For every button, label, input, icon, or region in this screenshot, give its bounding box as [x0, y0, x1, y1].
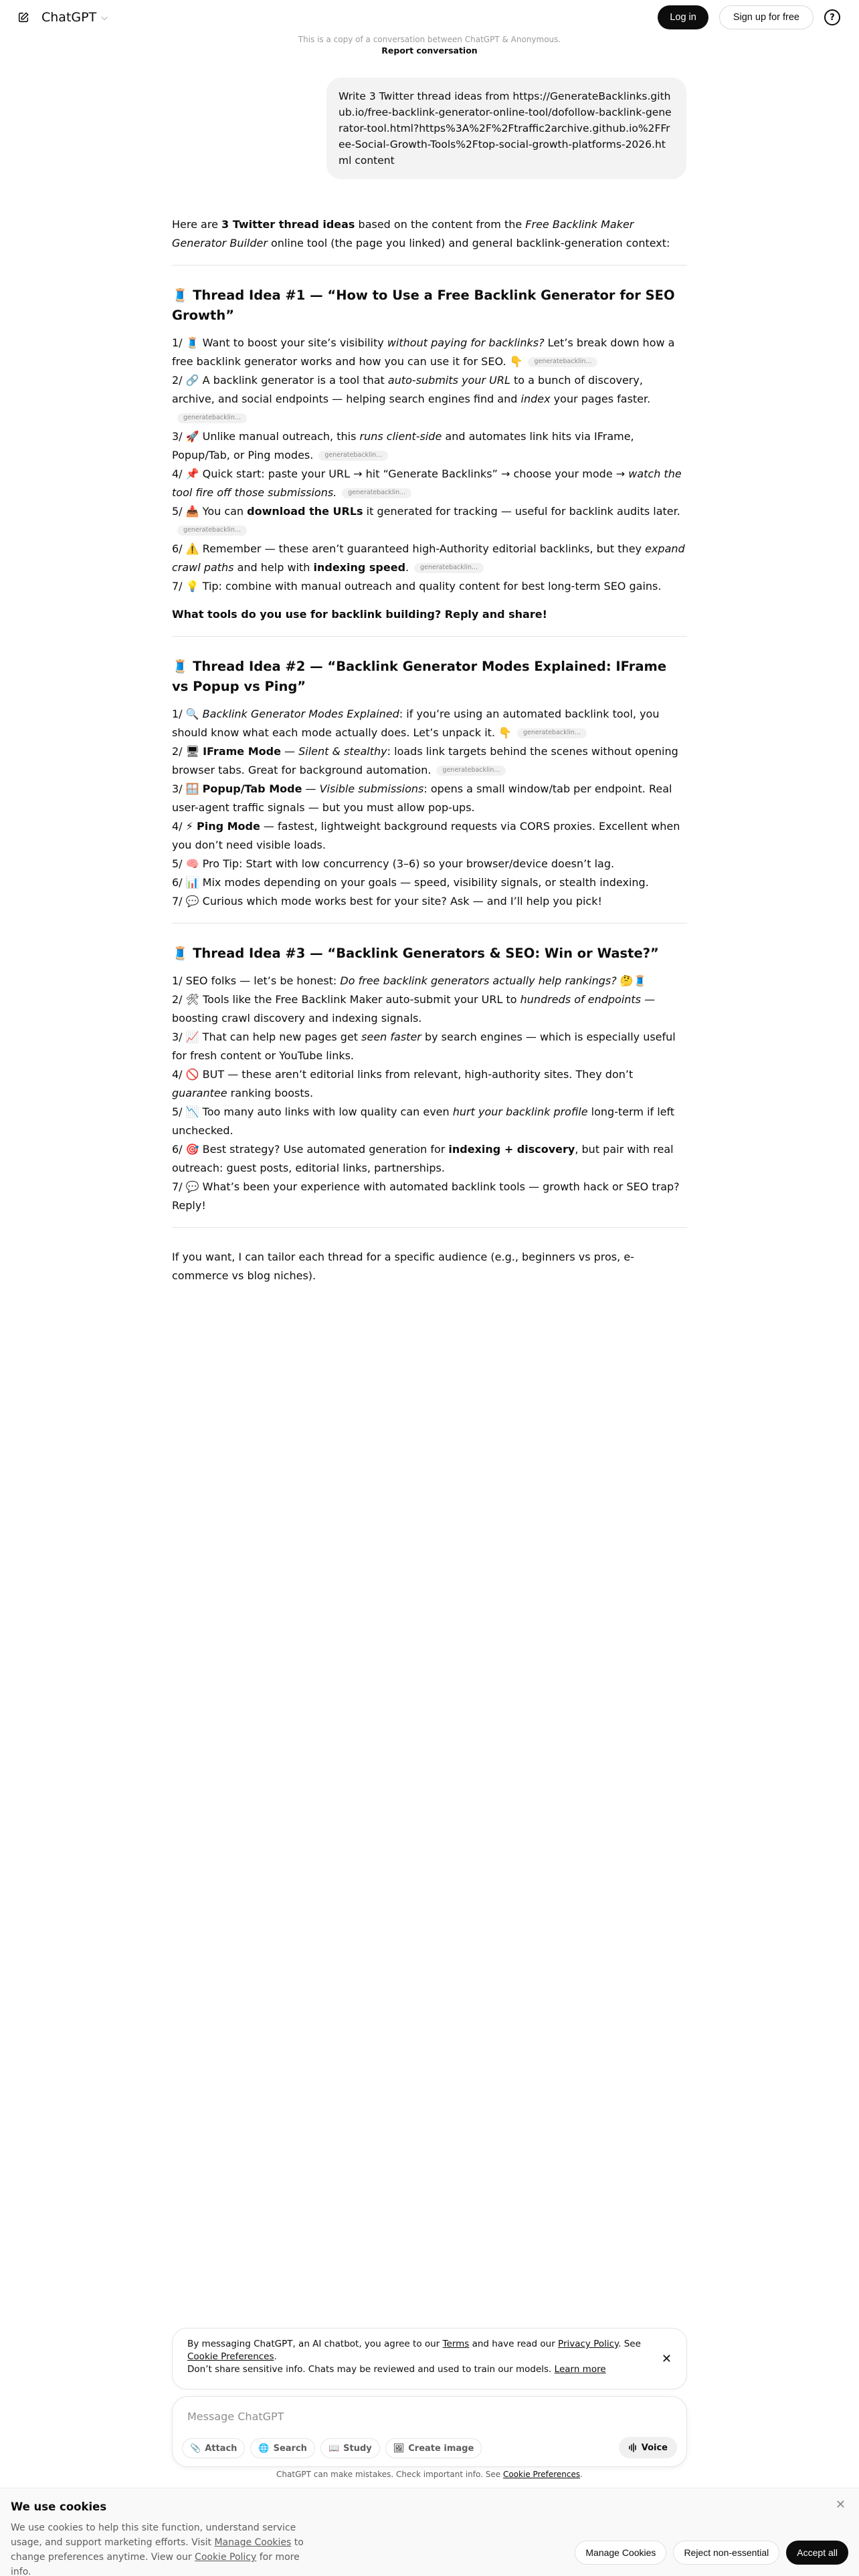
user-message-bubble: Write 3 Twitter thread ideas from https://GenerateBacklinks.github.io/free-backlink-generator-online-tool/dofollow-backlink-generator-tool.html?https%3A%2F%2Ftraffic2archive.github.io%2FFree-Social-Growth-Tools%2Ftop-social-growth-platforms-2026.html content — [326, 78, 686, 179]
thread-3-line-7: 7/ 💬 What’s been your experience with automated backlink tools — growth hack or SEO trap? Reply! — [172, 1180, 680, 1212]
search-button[interactable]: 🌐 Search — [250, 2438, 315, 2458]
top-header — [0, 0, 859, 35]
thread-2-line-6: 6/ 📊 Mix modes depending on your goals — speed, visibility signals, or stealth indexing. — [172, 876, 649, 889]
privacy-policy-link[interactable]: Privacy Policy — [558, 2339, 619, 2349]
report-conversation-link[interactable]: Report conversation — [381, 45, 478, 56]
source-chip[interactable]: generatebacklin... — [177, 413, 247, 423]
thread-2-line-2: 2/ 🖥 IFrame Mode — Silent & stealthy: loads link targets behind the scenes without opening browser tabs. Great for background automation. generatebacklin... — [172, 745, 678, 776]
thread-2-line-5: 5/ 🧠 Pro Tip: Start with low concurrency (3–6) so your browser/device doesn’t lag. — [172, 857, 615, 870]
source-chip[interactable]: generatebacklin... — [517, 728, 587, 738]
source-chip[interactable]: generatebacklin... — [318, 451, 388, 461]
thread-1-line-3: 3/ 🚀 Unlike manual outreach, this runs client-side and automates link hits via IFrame, Popup/Tab, or Ping modes. generatebacklin... — [172, 430, 634, 461]
thread-1-line-5: 5/ 📥 You can download the URLs it generated for tracking — useful for backlink audits later.generatebacklin... — [172, 502, 687, 540]
cookie-banner — [0, 2488, 859, 2576]
divider — [172, 1227, 687, 1228]
thread-2-line-3: 3/ 🪟 Popup/Tab Mode — Visible submissions: opens a small window/tab per endpoint. Real user-agent traffic signals — but you must allow pop-ups. — [172, 782, 672, 814]
thread-3-line-4: 4/ 🚫 BUT — these aren’t editorial links from relevant, high-authority sites. They don’t guarantee ranking boosts. — [172, 1068, 634, 1099]
voice-button[interactable]: Voice — [619, 2437, 677, 2458]
thread-2-line-4: 4/ ⚡ Ping Mode — fastest, lightweight background requests via CORS proxies. Excellent when you don’t need visible loads. — [172, 820, 680, 851]
brand-label: ChatGPT — [41, 10, 97, 25]
waveform-icon — [628, 2443, 638, 2452]
cookie-banner-text: We use cookies to help this site function, understand service usage, and support marketing efforts. Visit Manage Cookies to change preferences anytime. View our Cookie Policy for more info. — [11, 2523, 304, 2576]
thread-3-line-6: 6/ 🎯 Best strategy? Use automated generation for indexing + discovery, but pair with real outreach: guest posts, editorial links, partnerships. — [172, 1143, 674, 1174]
terms-consent-notice — [172, 2328, 687, 2389]
compose-icon — [17, 11, 29, 23]
thread-1-line-6: 6/ ⚠️ Remember — these aren’t guaranteed high-Authority editorial backlinks, but they expand crawl paths and help with indexing speed. generatebacklin... — [172, 542, 685, 574]
message-composer — [172, 2396, 687, 2467]
create-image-button[interactable]: 🖼 Create image — [385, 2438, 482, 2458]
intro-paragraph: Here are 3 Twitter thread ideas based on the content from the Free Backlink Maker Generator Builder online tool (the page you linked) and general backlink-generation context: — [172, 218, 670, 249]
close-icon[interactable]: ✕ — [835, 2498, 846, 2512]
assistant-message — [172, 215, 687, 1285]
thread-1-line-1: 1/ 🧵 Want to boost your site’s visibility without paying for backlinks? Let’s break down how a free backlink generator works and how you can use it for SEO. 👇 generatebacklin... — [172, 336, 675, 368]
reject-non-essential-button[interactable]: Reject non-essential — [673, 2541, 779, 2565]
accept-all-button[interactable]: Accept all — [786, 2541, 848, 2565]
login-button[interactable]: Log in — [658, 5, 708, 29]
disclaimer-cookie-link[interactable]: Cookie Preferences — [502, 2470, 581, 2479]
attach-button[interactable]: 📎 Attach — [182, 2438, 245, 2458]
manage-cookies-link[interactable]: Manage Cookies — [214, 2537, 292, 2548]
thread-2-line-7: 7/ 💬 Curious which mode works best for your site? Ask — and I’ll help you pick! — [172, 895, 602, 907]
source-chip[interactable]: generatebacklin... — [414, 563, 484, 573]
cookie-policy-link[interactable]: Cookie Policy — [195, 2552, 257, 2563]
shared-copy-note: This is a copy of a conversation between ChatGPT & Anonymous. — [298, 35, 561, 44]
outro-paragraph: If you want, I can tailor each thread for a specific audience (e.g., beginners vs pros, e-commerce vs blog niches). — [172, 1251, 634, 1282]
thread-1-cta: What tools do you use for backlink building? Reply and share! — [172, 608, 547, 621]
study-button[interactable]: 📖 Study — [320, 2438, 380, 2458]
consent-line-1: By messaging ChatGPT, an AI chatbot, you agree to our Terms and have read our Privacy Policy. See Cookie Preferences. — [187, 2339, 641, 2362]
chevron-down-icon: ⌵ — [101, 12, 108, 23]
close-icon[interactable]: ✕ — [661, 2352, 672, 2366]
thread-1-line-7: 7/ 💡 Tip: combine with manual outreach and quality content for best long-term SEO gains. — [172, 580, 662, 593]
help-icon[interactable]: ? — [824, 9, 840, 25]
terms-link[interactable]: Terms — [442, 2339, 470, 2349]
model-switcher[interactable] — [41, 10, 108, 25]
thread-3-line-5: 5/ 📉 Too many auto links with low quality can even hurt your backlink profile long-term if left unchecked. — [172, 1105, 675, 1137]
source-chip[interactable]: generatebacklin... — [177, 526, 247, 536]
cookie-preferences-link[interactable]: Cookie Preferences — [187, 2351, 274, 2362]
divider — [172, 636, 687, 637]
image-icon: 🖼 — [393, 2443, 405, 2454]
thread-1-title: 🧵 Thread Idea #1 — “How to Use a Free Backlink Generator for SEO Growth” — [172, 288, 675, 323]
consent-line-2: Don’t share sensitive info. Chats may be reviewed and used to train our models. Learn more — [187, 2364, 606, 2375]
thread-3-line-1: 1/ SEO folks — let’s be honest: Do free backlink generators actually help rankings? 🤔🧵 — [172, 974, 647, 987]
book-icon: 📖 — [328, 2443, 340, 2454]
signup-button[interactable]: Sign up for free — [719, 5, 814, 29]
message-input[interactable]: Message ChatGPT — [187, 2410, 284, 2423]
paperclip-icon: 📎 — [190, 2443, 201, 2454]
cookie-banner-title: We use cookies — [11, 2500, 107, 2513]
source-chip[interactable]: generatebacklin... — [342, 488, 411, 498]
new-chat-button[interactable] — [12, 6, 35, 29]
thread-3-line-2: 2/ 🛠 Tools like the Free Backlink Maker auto-submit your URL to hundreds of endpoints — boosting crawl discovery and indexing signals. — [172, 993, 656, 1025]
learn-more-link[interactable]: Learn more — [554, 2364, 606, 2375]
thread-2-line-1: 1/ 🔍 Backlink Generator Modes Explained: if you’re using an automated backlink tool, you should know what each mode actually does. Let’s unpack it. 👇 generatebacklin... — [172, 708, 660, 739]
thread-1-line-2: 2/ 🔗 A backlink generator is a tool that auto-submits your URL to a bunch of discovery, archive, and social endpoints — helping search engines find and index your pages faster.generatebacklin... — [172, 371, 687, 427]
source-chip[interactable]: generatebacklin... — [436, 766, 506, 776]
divider — [172, 923, 687, 924]
source-chip[interactable]: generatebacklin... — [528, 357, 597, 367]
thread-2-title: 🧵 Thread Idea #2 — “Backlink Generator Modes Explained: IFrame vs Popup vs Ping” — [172, 659, 667, 694]
thread-1-line-4: 4/ 📌 Quick start: paste your URL → hit “Generate Backlinks” → choose your mode → watch the tool fire off those submissions. generatebacklin... — [172, 467, 682, 499]
disclaimer-text: ChatGPT can make mistakes. Check important info. See Cookie Preferences. — [276, 2470, 583, 2479]
thread-3-title: 🧵 Thread Idea #3 — “Backlink Generators & SEO: Win or Waste?” — [172, 946, 659, 961]
manage-cookies-button[interactable]: Manage Cookies — [575, 2541, 666, 2565]
thread-3-line-3: 3/ 📈 That can help new pages get seen faster by search engines — which is especially useful for fresh content or YouTube links. — [172, 1031, 676, 1062]
globe-icon: 🌐 — [258, 2443, 270, 2454]
